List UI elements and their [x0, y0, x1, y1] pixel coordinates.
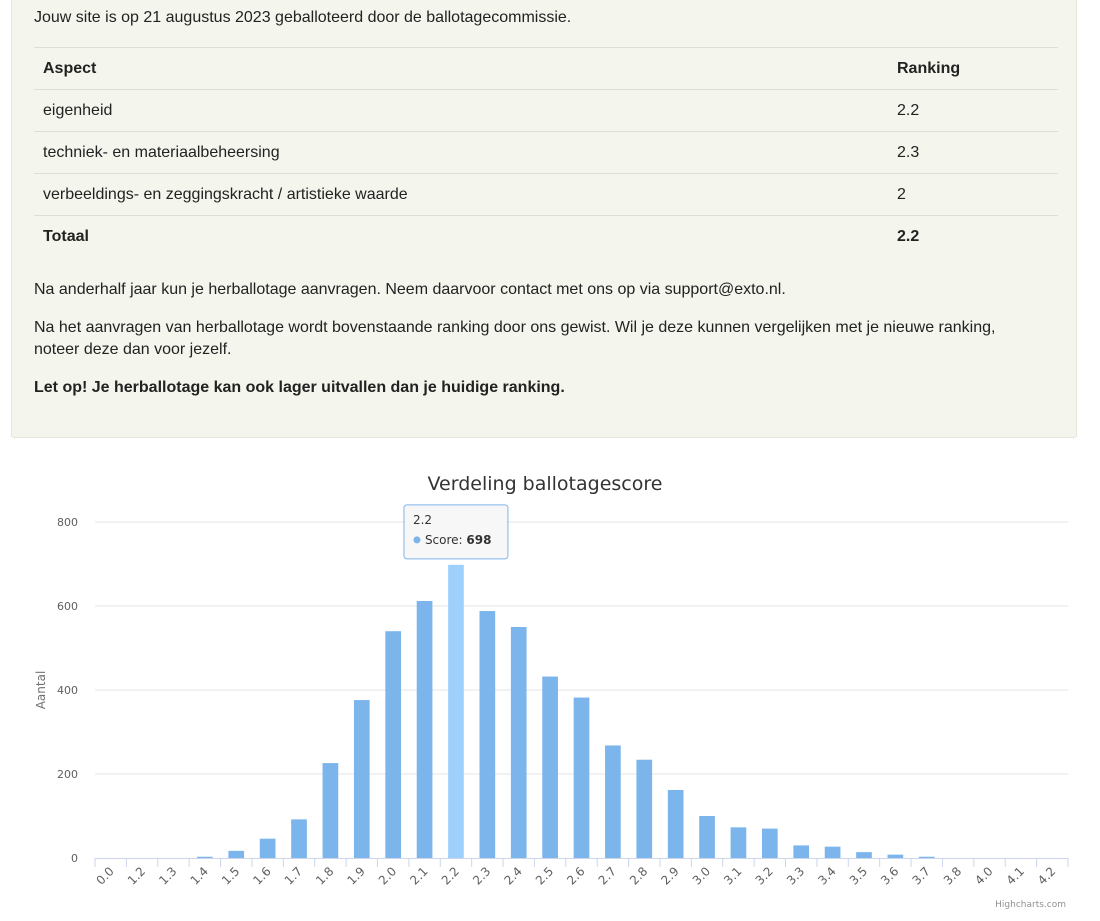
y-tick-label: 200	[57, 768, 78, 781]
tooltip-value: 698	[466, 532, 492, 547]
bar[interactable]	[417, 601, 433, 858]
tooltip-category: 2.2	[412, 512, 433, 527]
x-tick-label: 1.4	[187, 864, 211, 888]
bar[interactable]	[825, 847, 841, 858]
table-row	[34, 90, 1058, 132]
bar[interactable]	[668, 790, 684, 858]
x-tick-label: 3.5	[846, 864, 871, 888]
x-tick-label: 1.9	[344, 864, 368, 888]
x-tick-label: 2.8	[626, 864, 651, 888]
bar[interactable]	[636, 760, 652, 858]
total-value: 2.2	[888, 216, 1058, 258]
tooltip-colon: :	[458, 532, 467, 547]
x-tick-label: 2.7	[595, 864, 620, 888]
bar[interactable]	[385, 631, 401, 858]
bar[interactable]	[574, 698, 590, 858]
x-tick-label: 2.6	[564, 864, 588, 888]
tooltip-series-name: Score	[424, 532, 459, 547]
bar[interactable]	[856, 852, 872, 858]
bar[interactable]	[228, 851, 244, 858]
x-tick-label: 1.7	[281, 864, 306, 888]
x-tick-label: 3.3	[783, 864, 808, 888]
x-tick-label: 3.7	[909, 864, 933, 888]
x-tick-label: 3.8	[940, 864, 965, 888]
score-distribution-chart	[0, 445, 1100, 921]
ranking-table	[34, 47, 1058, 257]
bar[interactable]	[793, 845, 809, 858]
bar[interactable]	[479, 611, 495, 858]
table-header-row	[34, 48, 1058, 90]
bar[interactable]	[354, 700, 370, 858]
x-tick-label: 2.3	[470, 864, 494, 888]
x-tick-label: 3.0	[689, 864, 714, 888]
aspect-cell: verbeeldings- en zeggingskracht / artistieke waarde	[34, 174, 888, 216]
bar[interactable]	[260, 839, 276, 858]
ranking-cell: 2	[888, 174, 1058, 216]
x-tick-label: 2.4	[501, 864, 525, 888]
x-tick-label: 3.1	[721, 864, 745, 888]
header-aspect: Aspect	[34, 48, 888, 90]
table-row	[34, 132, 1058, 174]
x-tick-label: 0.0	[93, 864, 117, 888]
x-tick-label: 3.2	[752, 864, 776, 888]
x-tick-label: 4.1	[1003, 864, 1028, 888]
tooltip-series-marker	[413, 536, 420, 543]
x-tick-label: 1.2	[124, 864, 149, 888]
x-tick-label: 4.0	[972, 864, 996, 888]
x-tick-label: 2.2	[438, 864, 463, 888]
y-tick-label: 800	[57, 516, 78, 529]
y-tick-label: 600	[57, 600, 78, 613]
x-tick-label: 2.5	[532, 864, 557, 888]
bar[interactable]	[762, 829, 778, 858]
x-tick-label: 1.5	[218, 864, 243, 888]
table-row	[34, 174, 1058, 216]
x-tick-label: 1.6	[250, 864, 274, 888]
total-label: Totaal	[34, 216, 888, 258]
y-tick-label: 0	[71, 852, 78, 865]
bar[interactable]	[197, 857, 213, 858]
chart-title: Verdeling ballotagescore	[427, 473, 663, 495]
bar[interactable]	[919, 857, 935, 858]
bar[interactable]	[605, 745, 621, 858]
bar[interactable]	[291, 819, 307, 858]
x-tick-label: 2.1	[407, 864, 431, 888]
wist-paragraph: Na het aanvragen van herballotage wordt bovenstaande ranking door ons gewist. Wil je deze kunnen vergelijken met je nieuwe ranking, noteer deze dan voor jezelf.	[34, 319, 996, 358]
bar[interactable]	[542, 677, 558, 858]
bar[interactable]	[448, 565, 464, 858]
bar[interactable]	[888, 855, 904, 858]
intro-text: Jouw site is op 21 augustus 2023 geballoteerd door de ballotagecommissie.	[34, 9, 572, 26]
ranking-cell: 2.3	[888, 132, 1058, 174]
x-tick-label: 1.3	[156, 864, 180, 888]
chart-credits[interactable]: Highcharts.com	[995, 900, 1066, 910]
x-tick-label: 3.4	[815, 864, 839, 888]
bar[interactable]	[699, 816, 715, 858]
tooltip-value-line	[425, 533, 492, 547]
y-tick-label: 400	[57, 684, 78, 697]
aspect-cell: eigenheid	[34, 90, 888, 132]
ranking-cell: 2.2	[888, 90, 1058, 132]
herballotage-paragraph: Na anderhalf jaar kun je herballotage aanvragen. Neem daarvoor contact met ons op via support@exto.nl.	[34, 281, 786, 298]
x-tick-label: 3.6	[878, 864, 902, 888]
bar[interactable]	[731, 827, 747, 858]
x-tick-label: 4.2	[1035, 864, 1059, 888]
x-tick-label: 1.8	[313, 864, 337, 888]
header-ranking: Ranking	[888, 48, 1058, 90]
bar[interactable]	[323, 763, 339, 858]
x-tick-label: 2.0	[375, 864, 400, 888]
y-axis-title: Aantal	[34, 670, 48, 710]
ranking-panel	[11, 0, 1077, 438]
warning-paragraph: Let op! Je herballotage kan ook lager uitvallen dan je huidige ranking.	[34, 379, 565, 396]
aspect-cell: techniek- en materiaalbeheersing	[34, 132, 888, 174]
table-total-row	[34, 216, 1058, 258]
chart-tooltip	[404, 505, 508, 559]
x-tick-label: 2.9	[658, 864, 682, 888]
bar[interactable]	[511, 627, 527, 858]
